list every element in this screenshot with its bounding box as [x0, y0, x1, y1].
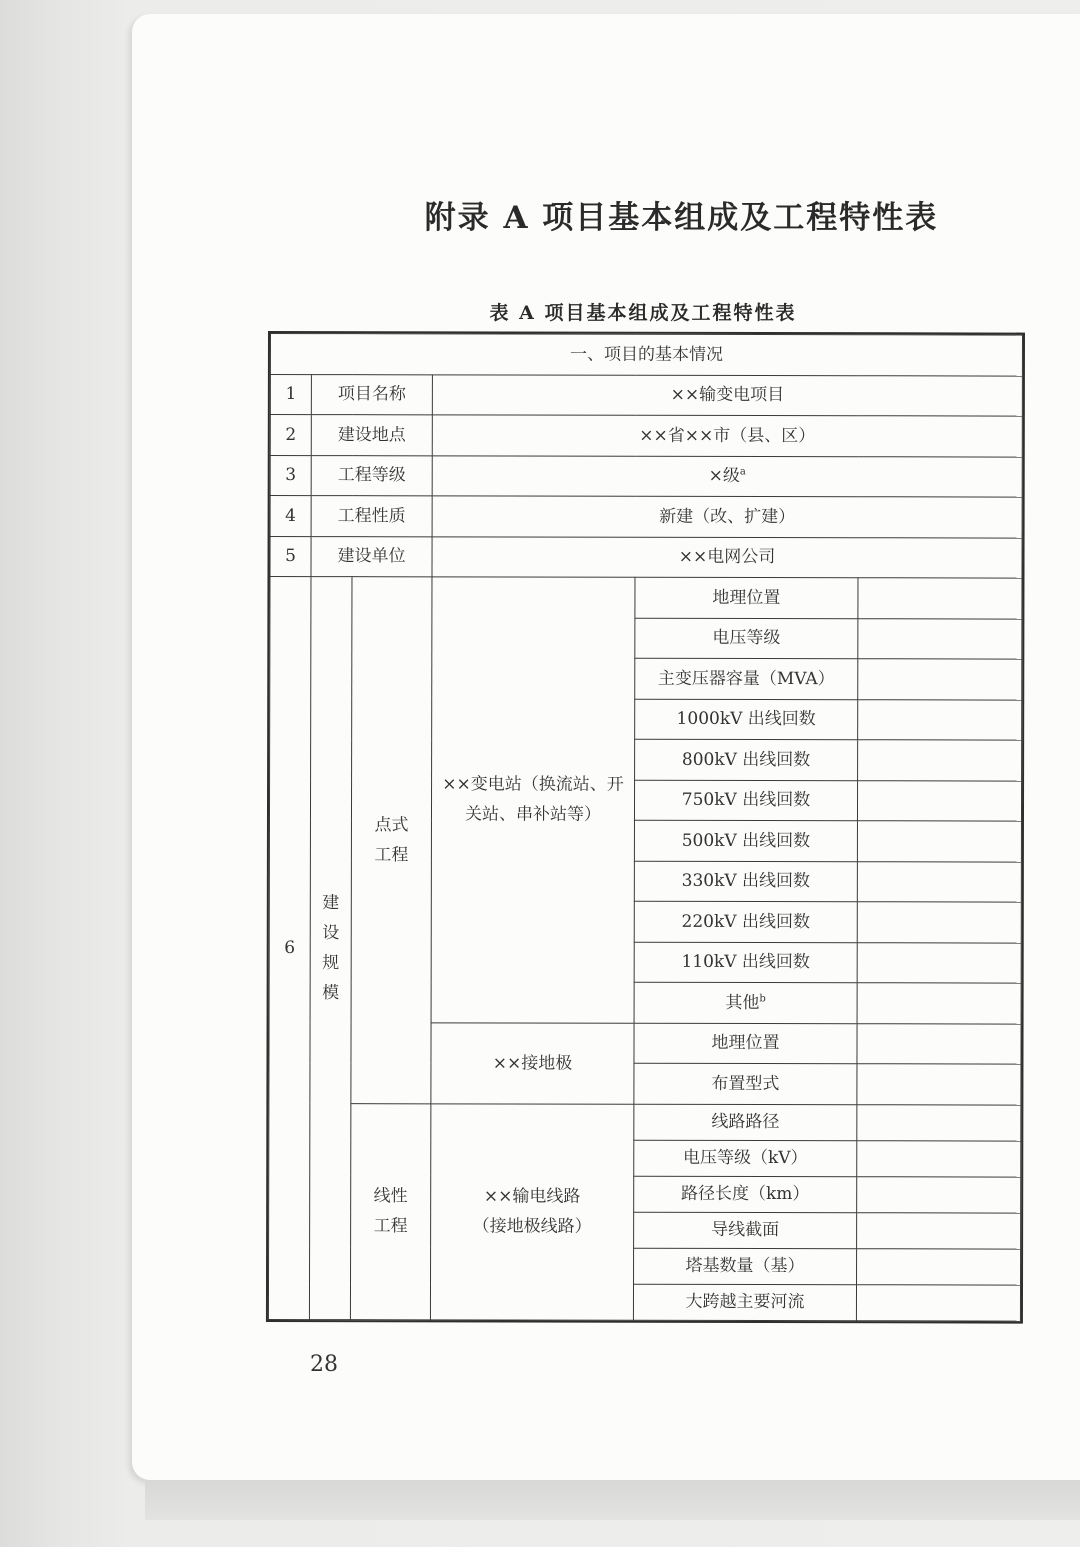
table-row: [270, 496, 1022, 538]
value-cell: [857, 902, 1021, 943]
row-value-text: ×级: [708, 466, 740, 487]
scale-label: [309, 577, 352, 1320]
substation-item: [634, 982, 857, 1023]
value-cell: [858, 699, 1022, 740]
value-cell: [857, 1104, 1021, 1140]
value-cell: [857, 1248, 1021, 1284]
row-number: 3: [270, 455, 311, 496]
row-label: 工程等级: [311, 455, 432, 496]
row-number: 5: [270, 536, 311, 577]
table-caption: 表 A 项目基本组成及工程特性表: [489, 302, 797, 324]
electrode-item: 地理位置: [634, 1023, 857, 1064]
scale-label-text: 建设规模: [322, 892, 340, 1003]
value-cell: [857, 1023, 1021, 1064]
substation-item: 750kV 出线回数: [634, 780, 857, 821]
substation-item: 220kV 出线回数: [634, 901, 857, 942]
row-value: 新建（改、扩建）: [432, 496, 1022, 538]
row-number: 2: [270, 415, 311, 456]
table-row: [269, 1103, 1021, 1141]
footnote-marker: a: [739, 466, 746, 478]
line-item: 导线截面: [634, 1212, 857, 1248]
value-cell: [857, 1212, 1021, 1248]
value-cell: [858, 740, 1022, 781]
substation-item: 主变压器容量（MVA）: [635, 658, 858, 699]
row-label: 建设地点: [311, 415, 432, 456]
substation-item: 地理位置: [635, 577, 858, 618]
section-header: 一、项目的基本情况: [270, 334, 1022, 376]
substation-name-text: ××变电站（换流站、开关站、串补站等）: [442, 774, 624, 825]
line-name: [430, 1103, 633, 1319]
row-number: 6: [268, 577, 311, 1320]
value-cell: [857, 780, 1021, 821]
row-value: ××输变电项目: [432, 374, 1022, 416]
value-cell: [858, 578, 1022, 619]
table-row: [270, 536, 1022, 578]
substation-item: 1000kV 出线回数: [635, 699, 858, 740]
appendix-title: 附录 A 项目基本组成及工程特性表: [424, 200, 939, 236]
electrode-name: ××接地极: [431, 1022, 634, 1103]
value-cell: [858, 659, 1022, 700]
footnote-marker: b: [759, 993, 766, 1005]
value-cell: [857, 1064, 1021, 1105]
row-value: ××电网公司: [432, 536, 1022, 578]
substation-item: 110kV 出线回数: [634, 942, 857, 983]
project-characteristics-table: [268, 333, 1023, 1321]
value-cell: [857, 861, 1021, 902]
substation-item-text: 其他: [725, 992, 760, 1013]
value-cell: [857, 1140, 1021, 1176]
row-label: 建设单位: [311, 536, 432, 577]
linear-project-label-text: 线性工程: [373, 1186, 408, 1237]
line-item: 线路路径: [634, 1104, 857, 1140]
value-cell: [858, 618, 1022, 659]
line-item: 大跨越主要河流: [633, 1284, 856, 1320]
line-item: 电压等级（kV）: [634, 1140, 857, 1176]
substation-item: 500kV 出线回数: [634, 820, 857, 861]
row-value: ××省××市（县、区）: [432, 415, 1022, 457]
table-row: [270, 415, 1022, 457]
row-label: 项目名称: [311, 374, 432, 415]
substation-item: 电压等级: [635, 618, 858, 659]
value-cell: [857, 942, 1021, 983]
row-label: 工程性质: [311, 496, 432, 537]
substation-item: 330kV 出线回数: [634, 861, 857, 902]
substation-name: [431, 577, 635, 1023]
value-cell: [857, 1176, 1021, 1212]
table-row: [270, 374, 1022, 416]
table-row: [270, 577, 1022, 619]
electrode-item: 布置型式: [634, 1063, 857, 1104]
line-name-text: ××输电线路（接地极线路）: [472, 1186, 592, 1237]
row-number: 1: [270, 374, 311, 415]
line-item: 塔基数量（基）: [634, 1248, 857, 1284]
value-cell: [857, 983, 1021, 1024]
point-project-label: [351, 577, 432, 1104]
row-number: 4: [270, 496, 311, 537]
row-value: [432, 455, 1022, 497]
page-number: 28: [310, 1352, 338, 1377]
table-row: [270, 455, 1022, 497]
substation-item: 800kV 出线回数: [635, 739, 858, 780]
line-item: 路径长度（km）: [634, 1176, 857, 1212]
point-project-label-text: 点式工程: [374, 814, 409, 866]
linear-project-label: [350, 1103, 430, 1319]
value-cell: [856, 1284, 1020, 1320]
scan-bottom-edge: [145, 1480, 1080, 1520]
value-cell: [857, 821, 1021, 862]
